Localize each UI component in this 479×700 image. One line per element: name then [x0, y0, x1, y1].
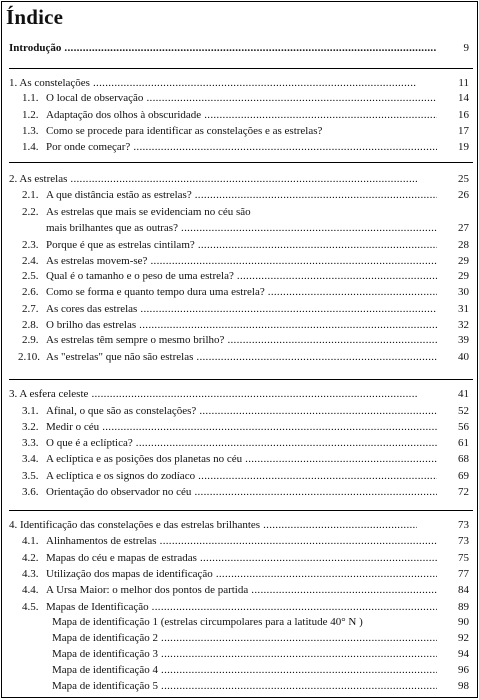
toc-entry-title: As estrelas têm sempre o mesmo brilho? ..... [46, 333, 437, 347]
toc-entry-page: 26 [458, 189, 469, 201]
toc-entry-number: 3.5. [22, 470, 39, 482]
toc-entry[interactable] [2, 318, 477, 332]
toc-entry-number: 2.7. [22, 303, 39, 315]
toc-entry[interactable] [2, 583, 477, 597]
toc-entry[interactable] [2, 350, 477, 364]
toc-entry-title: Mapa de identificação 4 ..... [52, 663, 437, 677]
toc-entry-page: 32 [458, 319, 469, 331]
toc-entry[interactable] [2, 172, 477, 186]
toc-entry-number: 4.4. [22, 584, 39, 596]
toc-entry[interactable] [2, 238, 477, 252]
toc-entry[interactable] [2, 615, 477, 629]
toc-entry-number: 2.1. [22, 189, 39, 201]
toc-entry[interactable] [2, 631, 477, 645]
toc-entry-title: Medir o céu ..... [46, 420, 437, 434]
toc-entry-page: 40 [458, 351, 469, 363]
toc-entry-title: Orientação do observador no céu ..... [46, 485, 437, 499]
toc-entry-title: O brilho das estrelas ..... [46, 318, 437, 332]
toc-entry-title: O que é a eclíptica? ..... [46, 436, 437, 450]
toc-entry-title: 4. Identificação das constelações e das estrelas brilhantes ..... [9, 518, 417, 532]
toc-entry-title: A que distância estão as estrelas? ..... [46, 188, 437, 202]
toc-entry-page: 77 [458, 568, 469, 580]
toc-entry[interactable] [2, 269, 477, 283]
toc-entry-title: As "estrelas" que não são estrelas ..... [46, 350, 437, 364]
toc-entry-page: 29 [458, 255, 469, 267]
toc-entry-number: 1.1. [22, 92, 39, 104]
toc-entry-page: 31 [458, 303, 469, 315]
toc-entry[interactable] [2, 420, 477, 434]
toc-entry-page: 68 [458, 453, 469, 465]
section-rule [9, 510, 473, 511]
toc-entry-title: Mapa de identificação 2 ..... [52, 631, 437, 645]
toc-entry[interactable] [2, 404, 477, 418]
toc-entry-title: Introdução ..... [9, 41, 437, 55]
toc-entry-title: Mapa de identificação 5 ..... [52, 679, 437, 693]
toc-entry-number: 1.2. [22, 109, 39, 121]
toc-page [1, 1, 478, 698]
toc-entry-number: 2.8. [22, 319, 39, 331]
section-rule [9, 68, 473, 69]
toc-entry-number: 1.4. [22, 141, 39, 153]
toc-entry[interactable] [2, 534, 477, 548]
toc-entry[interactable] [2, 333, 477, 347]
toc-entry-title: Porque é que as estrelas cintilam? ..... [46, 238, 437, 252]
toc-entry-title: Qual é o tamanho e o peso de uma estrela? ..... [46, 269, 437, 283]
toc-entry-title: A eclíptica e os signos do zodíaco ..... [46, 469, 437, 483]
toc-entry-page: 9 [463, 42, 469, 54]
toc-entry-number: 2.9. [22, 334, 39, 346]
toc-entry-number: 2.4. [22, 255, 39, 267]
toc-entry-page: 61 [458, 437, 469, 449]
toc-entry-page: 90 [458, 616, 469, 628]
toc-entry-title: Como se procede para identificar as constelações e as estrelas? [46, 125, 323, 137]
toc-entry-page: 27 [458, 222, 469, 234]
toc-entry[interactable] [2, 663, 477, 677]
toc-entry-page: 92 [458, 632, 469, 644]
toc-entry[interactable] [2, 551, 477, 565]
toc-entry-number: 3.1. [22, 405, 39, 417]
toc-entry-title: A eclíptica e as posições dos planetas no céu ..... [46, 452, 437, 466]
toc-entry-page: 30 [458, 286, 469, 298]
toc-entry-page: 52 [458, 405, 469, 417]
toc-entry-number: 2.10. [18, 351, 40, 363]
toc-entry-page: 17 [458, 125, 469, 137]
toc-entry-number: 1.3. [22, 125, 39, 137]
toc-entry-number: 2.3. [22, 239, 39, 251]
toc-entry[interactable] [2, 108, 477, 122]
toc-entry[interactable] [2, 647, 477, 661]
toc-entry[interactable] [2, 485, 477, 499]
toc-entry[interactable] [2, 679, 477, 693]
toc-entry-title: Mapa de identificação 3 ..... [52, 647, 437, 661]
toc-entry-page: 14 [458, 92, 469, 104]
toc-entry[interactable] [2, 124, 477, 138]
toc-entry-number: 3.6. [22, 486, 39, 498]
toc-entry-title: Como se forma e quanto tempo dura uma estrela? ..... [46, 285, 437, 299]
toc-entry[interactable] [2, 387, 477, 401]
page-title: Índice [6, 5, 64, 29]
toc-entry-page: 16 [458, 109, 469, 121]
toc-entry-title: O local de observação ..... [46, 91, 437, 105]
toc-entry-number: 4.5. [22, 601, 39, 613]
toc-entry[interactable] [2, 600, 477, 614]
toc-entry-title: Mapas de Identificação ..... [46, 600, 437, 614]
toc-entry-title: 2. As estrelas ..... [9, 172, 417, 186]
toc-entry-number: 3.4. [22, 453, 39, 465]
toc-entry[interactable] [2, 518, 477, 532]
toc-entry-title: As estrelas que mais se evidenciam no céu são [46, 206, 251, 218]
toc-entry[interactable] [2, 285, 477, 299]
toc-entry[interactable] [2, 302, 477, 316]
table-of-contents [2, 2, 477, 697]
toc-entry-title: Por onde começar? ..... [46, 140, 437, 154]
toc-entry-title: Afinal, o que são as constelações? ..... [46, 404, 437, 418]
section-rule [9, 379, 473, 380]
toc-entry-number: 2.6. [22, 286, 39, 298]
toc-entry-title: mais brilhantes que as outras? ..... [46, 221, 437, 235]
toc-entry-number: 2.5. [22, 270, 39, 282]
toc-entry-page: 94 [458, 648, 469, 660]
toc-entry-title: Adaptação dos olhos à obscuridade ..... [46, 108, 437, 122]
toc-entry-title: Mapa de identificação 1 (estrelas circumpolares para a latitude 40° N ) [52, 616, 363, 628]
toc-entry[interactable] [2, 469, 477, 483]
toc-entry[interactable] [2, 91, 477, 105]
section-rule [9, 162, 473, 163]
toc-entry-page: 25 [458, 173, 469, 185]
toc-entry-title: Utilização dos mapas de identificação ..... [46, 567, 437, 581]
toc-entry-page: 29 [458, 270, 469, 282]
toc-entry-page: 28 [458, 239, 469, 251]
toc-entry-page: 41 [458, 388, 469, 400]
toc-entry[interactable] [2, 76, 477, 90]
toc-entry[interactable] [2, 140, 477, 154]
toc-entry-number: 4.1. [22, 535, 39, 547]
toc-entry[interactable] [2, 254, 477, 268]
toc-entry[interactable] [2, 41, 477, 55]
toc-entry-number: 4.2. [22, 552, 39, 564]
toc-entry-page: 73 [458, 519, 469, 531]
toc-entry-title: Mapas do céu e mapas de estradas ..... [46, 551, 437, 565]
toc-entry[interactable] [2, 188, 477, 202]
toc-entry[interactable] [2, 436, 477, 450]
toc-entry-number: 3.2. [22, 421, 39, 433]
toc-entry-number: 2.2. [22, 206, 39, 218]
toc-entry-page: 19 [458, 141, 469, 153]
toc-entry-number: 4.3. [22, 568, 39, 580]
toc-entry-page: 69 [458, 470, 469, 482]
toc-entry-title: A Ursa Maior: o melhor dos pontos de partida ..... [46, 583, 437, 597]
toc-entry-number: 3.3. [22, 437, 39, 449]
toc-entry-page: 89 [458, 601, 469, 613]
toc-entry[interactable] [2, 452, 477, 466]
toc-entry-page: 11 [458, 77, 469, 89]
toc-entry[interactable] [2, 567, 477, 581]
toc-entry-page: 75 [458, 552, 469, 564]
toc-entry-page: 73 [458, 535, 469, 547]
toc-entry-page: 84 [458, 584, 469, 596]
toc-entry-title: 3. A esfera celeste ..... [9, 387, 417, 401]
toc-entry[interactable] [2, 205, 477, 219]
toc-entry-page: 39 [458, 334, 469, 346]
toc-entry-title: Alinhamentos de estrelas ..... [46, 534, 437, 548]
toc-entry-title: As cores das estrelas ..... [46, 302, 437, 316]
toc-entry-title: As estrelas movem-se? ..... [46, 254, 437, 268]
toc-entry-page: 96 [458, 664, 469, 676]
toc-entry-page: 98 [458, 680, 469, 692]
toc-entry-page: 72 [458, 486, 469, 498]
toc-entry-title: 1. As constelações ..... [9, 76, 417, 90]
toc-entry-page: 56 [458, 421, 469, 433]
toc-entry[interactable] [2, 221, 477, 235]
